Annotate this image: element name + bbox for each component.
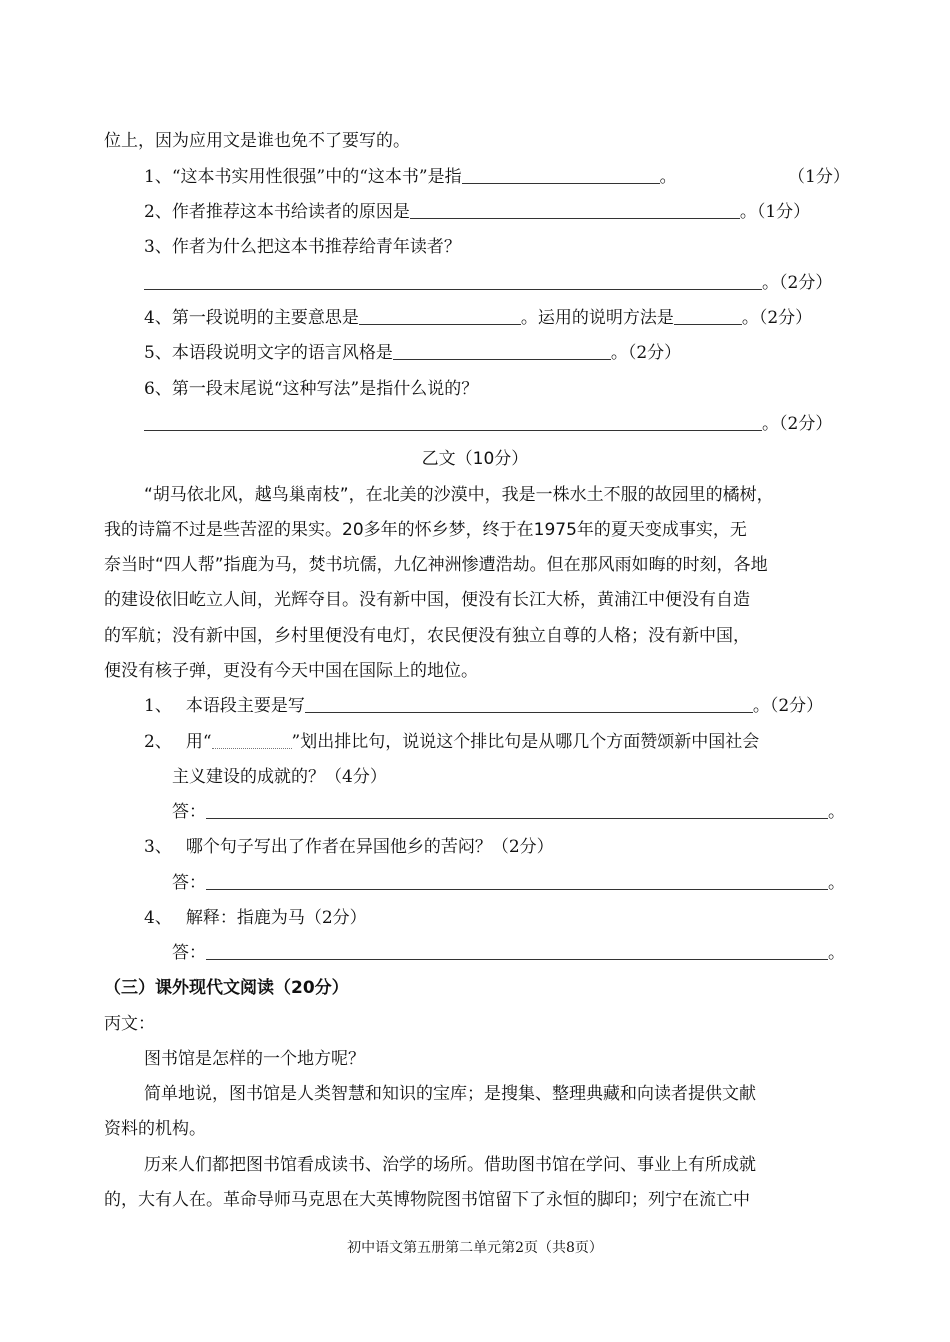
- jia-question-6-answer: [144, 412, 832, 436]
- answer-blank[interactable]: [206, 873, 828, 890]
- q-score: （2分）: [779, 414, 833, 434]
- answer-blank[interactable]: [674, 308, 742, 325]
- jia-question-1: [144, 165, 677, 189]
- q-text: 解释：指鹿为马（2分）: [185, 908, 367, 928]
- q-text: 第一段末尾说“这种写法”是指什么说的？: [171, 379, 479, 399]
- yi-question-2-answer: [172, 800, 845, 824]
- q-end: 。: [828, 873, 845, 893]
- bing-para-line: 历来人们都把图书馆看成读书、治学的场所。借助图书馆在学问、事业上有所成就: [144, 1155, 756, 1175]
- q-text: 作者推荐这本书给读者的原因是: [171, 202, 410, 222]
- answer-blank[interactable]: [359, 308, 521, 325]
- yi-question-2: [144, 730, 759, 754]
- q-end: 。: [828, 802, 845, 822]
- yi-para-line: “胡马依北风，越鸟巢南枝”，在北美的沙漠中，我是一株水土不服的故园里的橘树，: [144, 485, 774, 505]
- bing-para-line: 简单地说，图书馆是人类智慧和知识的宝库；是搜集、整理典藏和向读者提供文献: [144, 1084, 756, 1104]
- q-end: 。: [610, 343, 628, 363]
- jia-question-5: [144, 341, 681, 365]
- q-end: 。: [659, 167, 677, 187]
- wavy-underline-mark: [212, 734, 292, 749]
- answer-blank[interactable]: [144, 414, 762, 431]
- answer-blank[interactable]: [462, 167, 660, 184]
- q-score: （1分）: [756, 202, 811, 222]
- jia-question-2: [144, 200, 810, 224]
- yi-question-3-answer: [172, 871, 845, 895]
- answer-label: 答：: [172, 943, 206, 963]
- q-score: （2分）: [758, 308, 813, 328]
- answer-label: 答：: [172, 802, 206, 822]
- q-mid: 。运用的说明方法是: [520, 308, 674, 328]
- yi-para-line: 我的诗篇不过是些苦涩的果实。20多年的怀乡梦，终于在1975年的夏天变成事实，无: [104, 520, 747, 540]
- answer-blank[interactable]: [206, 802, 828, 819]
- answer-blank[interactable]: [206, 943, 828, 960]
- q-num: 4、: [144, 308, 172, 328]
- q-num: 3、: [144, 237, 172, 257]
- page-footer: 初中语文第五册第二单元第2页（共8页）: [347, 1240, 603, 1256]
- answer-blank[interactable]: [393, 343, 611, 360]
- jia-question-3-answer: [144, 271, 832, 295]
- bing-para-line: 图书馆是怎样的一个地方呢？: [144, 1049, 365, 1069]
- q-num: 5、: [144, 343, 172, 363]
- q-num: 3、: [144, 837, 172, 857]
- q-num: 4、: [144, 908, 172, 928]
- q-score: （2分）: [769, 696, 824, 716]
- q-score: （2分）: [627, 343, 682, 363]
- answer-blank[interactable]: [410, 202, 740, 219]
- yi-para-line: 的建设依旧屹立人间，光辉夺目。没有新中国，便没有长江大桥，黄浦江中便没有自造: [104, 590, 750, 610]
- passage-tail: 位上，因为应用文是谁也免不了要写的。: [104, 131, 410, 151]
- yi-para-line: 的军航；没有新中国，乡村里便没有电灯，农民便没有独立自尊的人格；没有新中国，: [104, 626, 750, 646]
- q-num: 6、: [144, 379, 172, 399]
- q-num: 1、: [144, 696, 172, 716]
- q-num: 2、: [144, 202, 172, 222]
- q-num: 2、: [144, 732, 172, 752]
- q-end: 。: [828, 943, 845, 963]
- section-3-title: （三）课外现代文阅读（20分）: [104, 978, 349, 998]
- q-end: 。: [762, 273, 779, 293]
- q-text: 哪个句子写出了作者在异国他乡的苦闷？（2分）: [185, 837, 554, 857]
- q1-score: （1分）: [788, 167, 850, 187]
- yi-question-4: [144, 906, 367, 930]
- yi-question-3: [144, 835, 554, 859]
- q-text: 作者为什么把这本书推荐给青年读者？: [171, 237, 461, 257]
- q-end: 。: [762, 414, 779, 434]
- jia-question-4: [144, 306, 812, 330]
- yi-para-line: 奈当时“四人帮”指鹿为马，焚书坑儒，九亿神洲惨遭浩劫。但在那风雨如晦的时刻，各地: [104, 555, 768, 575]
- q-end: 。: [752, 696, 770, 716]
- jia-question-3: [144, 235, 461, 259]
- jia-question-6: [144, 377, 478, 401]
- q-pre: 用“: [185, 732, 212, 752]
- q-text: 本语段说明文字的语言风格是: [171, 343, 393, 363]
- yi-para-line: 便没有核子弹，更没有今天中国在国际上的地位。: [104, 661, 478, 681]
- yi-question-2-line2: 主义建设的成就的？（4分）: [172, 767, 387, 787]
- answer-blank[interactable]: [144, 273, 762, 290]
- bing-para-line: 资料的机构。: [104, 1119, 206, 1139]
- q-score: （2分）: [779, 273, 833, 293]
- yi-title: 乙文（10分）: [421, 449, 529, 469]
- q-end: 。: [739, 202, 757, 222]
- bing-label: 丙文：: [104, 1014, 155, 1034]
- q-end: 。: [741, 308, 759, 328]
- q-text: “这本书实用性很强”中的“这本书”是指: [171, 167, 462, 187]
- yi-question-4-answer: [172, 941, 845, 965]
- q-num: 1、: [144, 167, 172, 187]
- q-text: ”划出排比句，说说这个排比句是从哪几个方面赞颂新中国社会: [291, 732, 760, 752]
- q-text: 第一段说明的主要意思是: [171, 308, 359, 328]
- yi-question-1: [144, 694, 823, 718]
- answer-label: 答：: [172, 873, 206, 893]
- answer-blank[interactable]: [305, 696, 753, 713]
- q-text: 本语段主要是写: [185, 696, 305, 716]
- bing-para-line: 的，大有人在。革命导师马克思在大英博物院图书馆留下了永恒的脚印；列宁在流亡中: [104, 1190, 750, 1210]
